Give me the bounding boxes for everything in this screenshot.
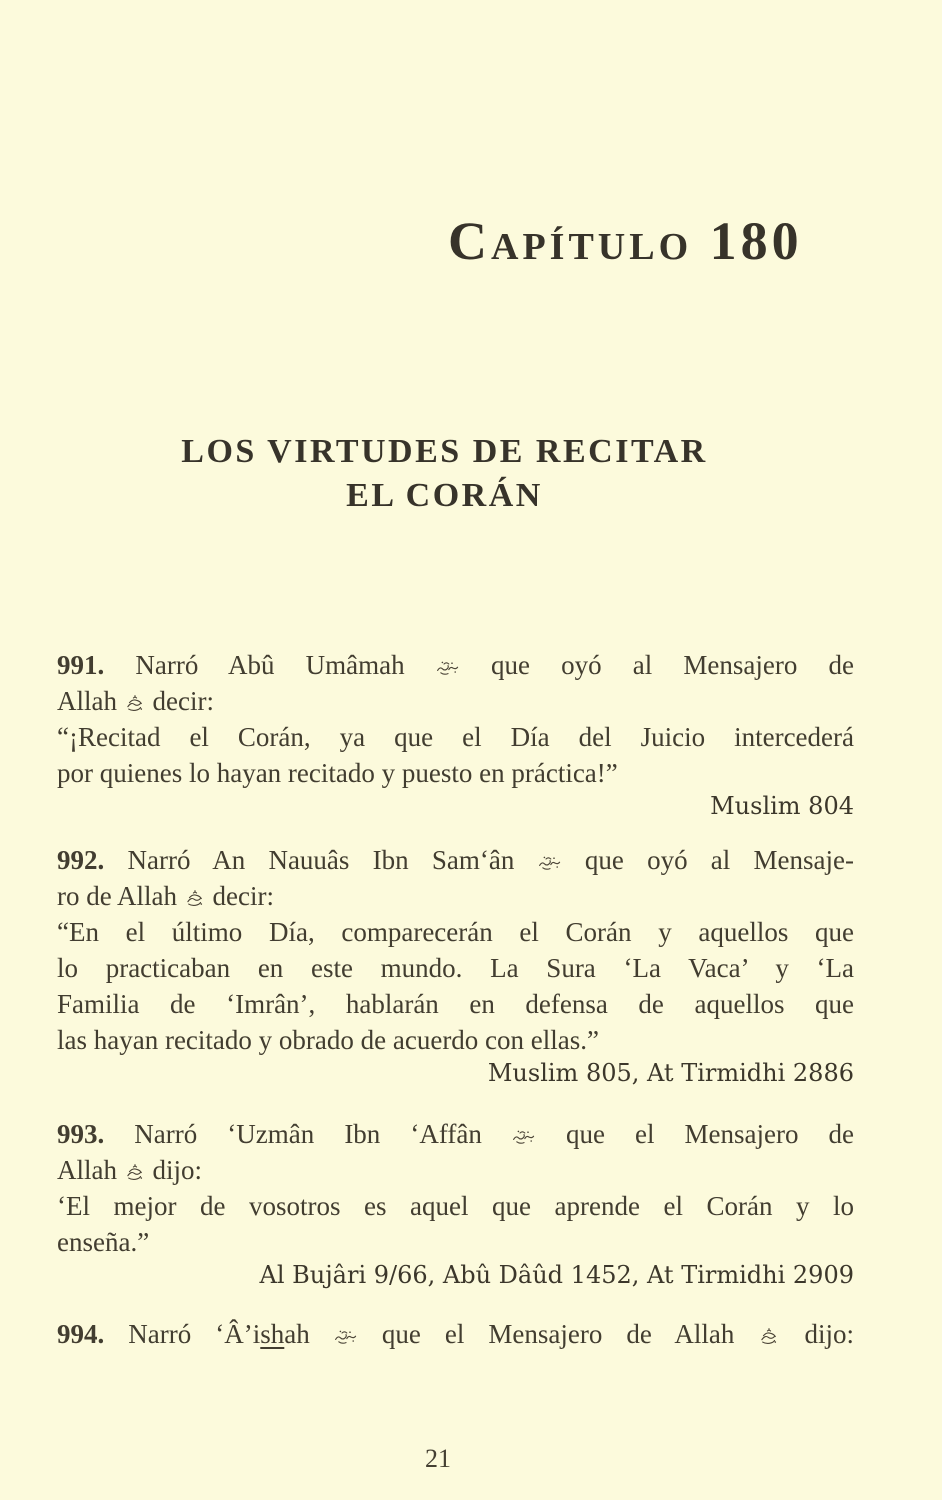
- text-line: [57, 1224, 854, 1260]
- text-line: [57, 1116, 854, 1152]
- text-segment: por quienes lo hayan recitado y puesto en práctica!”: [57, 758, 618, 788]
- text-segment: que oyó al Mensaje-: [561, 845, 854, 875]
- hadith-entry-992: [57, 842, 854, 1088]
- text-segment: Narró Abû Umâmah: [104, 650, 436, 680]
- chapter-title: Capítulo 180: [448, 211, 803, 271]
- sallallahu-alayhi-wasallam-calligraphy-icon: [124, 1163, 146, 1182]
- text-line: [57, 950, 854, 986]
- chapter-subtitle: [57, 430, 832, 518]
- radiallahu-anhu-calligraphy-icon: [334, 1328, 358, 1346]
- citation-line: [57, 1058, 854, 1088]
- text-segment: ‘El mejor de vosotros es aquel que aprende el Corán y lo: [57, 1191, 854, 1221]
- subtitle-line-2: EL CORÁN: [346, 477, 543, 514]
- text-line: [57, 683, 854, 719]
- text-line: [57, 878, 854, 914]
- sallallahu-alayhi-wasallam-calligraphy-icon: [758, 1327, 780, 1346]
- text-segment: enseña.”: [57, 1227, 150, 1257]
- text-segment: Muslim 805, At Tirmidhi 2886: [487, 1059, 854, 1087]
- text-line: [57, 1316, 854, 1352]
- text-segment: “¡Recitad el Corán, ya que el Día del Juicio intercederá: [57, 722, 854, 752]
- citation-line: [57, 791, 854, 821]
- citation-line: [57, 1260, 854, 1290]
- text-segment: las hayan recitado y obrado de acuerdo con ellas.”: [57, 1025, 600, 1055]
- entry-number: 992.: [57, 845, 105, 875]
- text-line: [57, 914, 854, 950]
- radiallahu-anhu-calligraphy-icon: [538, 854, 562, 872]
- text-line: [57, 986, 854, 1022]
- text-segment: dijo:: [145, 1155, 203, 1185]
- text-segment: Familia de ‘Imrân’, hablarán en defensa de aquellos que: [57, 989, 854, 1019]
- text-line: [57, 755, 854, 791]
- text-segment: decir:: [145, 686, 214, 716]
- radiallahu-anhu-calligraphy-icon: [436, 659, 460, 677]
- text-segment: dijo:: [780, 1319, 854, 1349]
- hadith-entry-991: [57, 647, 854, 821]
- text-segment: que el Mensajero de Allah: [357, 1319, 759, 1349]
- text-line: [57, 1022, 854, 1058]
- text-segment: Narró An Nauuâs Ibn Sam‘ân: [104, 845, 538, 875]
- radiallahu-anhu-calligraphy-icon: [512, 1128, 536, 1146]
- text-line: [57, 842, 854, 878]
- hadith-entry-994: [57, 1316, 854, 1352]
- text-segment: ro de Allah: [57, 881, 184, 911]
- transliteration-underline: sh: [260, 1319, 285, 1349]
- text-segment: Narró ‘Â’i: [104, 1319, 261, 1349]
- text-line: [57, 1152, 854, 1188]
- page-number: 21: [425, 1444, 451, 1473]
- text-segment: lo practicaban en este mundo. La Sura ‘La Vaca’ y ‘La: [57, 953, 854, 983]
- sallallahu-alayhi-wasallam-calligraphy-icon: [184, 889, 206, 908]
- text-segment: que el Mensajero de: [535, 1119, 854, 1149]
- text-segment: que oyó al Mensajero de: [459, 650, 854, 680]
- text-segment: Muslim 804: [710, 792, 854, 820]
- text-segment: “En el último Día, comparecerán el Corán y aquellos que: [57, 917, 854, 947]
- text-line: [57, 647, 854, 683]
- text-line: [57, 1188, 854, 1224]
- entry-number: 991.: [57, 650, 105, 680]
- text-line: [57, 719, 854, 755]
- sallallahu-alayhi-wasallam-calligraphy-icon: [124, 694, 146, 713]
- hadith-entry-993: [57, 1116, 854, 1290]
- entry-number: 993.: [57, 1119, 105, 1149]
- text-segment: decir:: [205, 881, 274, 911]
- text-segment: Allah: [57, 1155, 124, 1185]
- text-segment: Allah: [57, 686, 124, 716]
- text-segment: ah: [284, 1319, 334, 1349]
- text-segment: Narró ‘Uzmân Ibn ‘Affân: [104, 1119, 512, 1149]
- subtitle-line-1: LOS VIRTUDES DE RECITAR: [181, 433, 708, 470]
- text-segment: Al Bujâri 9/66, Abû Dâûd 1452, At Tirmidhi 2909: [259, 1261, 854, 1289]
- entry-number: 994.: [57, 1319, 105, 1349]
